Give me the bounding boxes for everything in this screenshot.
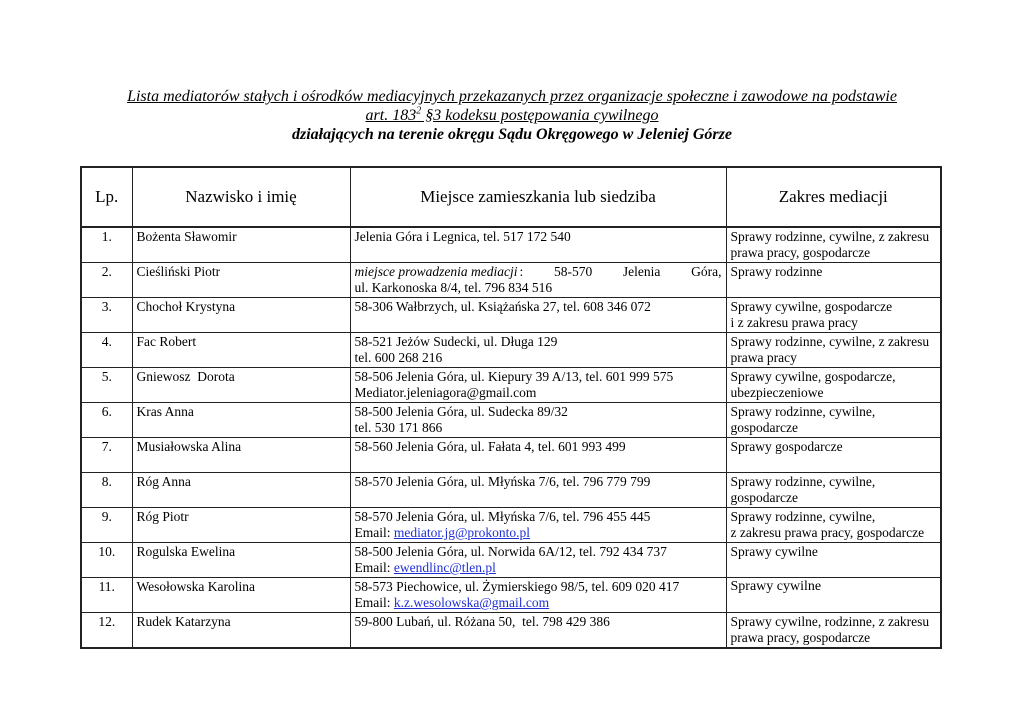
- row-scope: [726, 298, 941, 333]
- email-label: Email:: [354, 595, 394, 610]
- row-name: Rogulska Ewelina: [132, 543, 350, 578]
- email-label: Email:: [354, 560, 394, 575]
- scope-line: z zakresu prawa pracy, gospodarcze: [730, 525, 925, 540]
- row-lp: 11.: [81, 578, 132, 613]
- title-line-3: działających na terenie okręgu Sądu Okręgowego w Jeleniej Górze: [292, 126, 732, 143]
- row-scope: [726, 368, 941, 403]
- table-row: [81, 473, 941, 508]
- row-name: Musiałowska Alina: [132, 438, 350, 473]
- row-name: Rudek Katarzyna: [132, 613, 350, 649]
- scope-line: prawa pracy: [730, 350, 797, 365]
- row-address: [350, 298, 726, 333]
- table-row: [81, 508, 941, 543]
- scope-line: Sprawy rodzinne, cywilne,: [730, 509, 876, 524]
- address-line: tel. 530 171 866: [354, 420, 443, 435]
- scope-line: Sprawy rodzinne, cywilne, z zakresu: [730, 229, 930, 244]
- row-scope: [726, 438, 941, 473]
- row-address: [350, 508, 726, 543]
- row-scope: [726, 227, 941, 263]
- email-line: [355, 595, 722, 611]
- header-scope: Zakres mediacji: [726, 167, 941, 227]
- row-lp: 1.: [81, 227, 132, 263]
- table-row: [81, 403, 941, 438]
- scope-line: Sprawy cywilne: [730, 579, 822, 594]
- table-row: [81, 368, 941, 403]
- header-address: Miejsce zamieszkania lub siedziba: [350, 167, 726, 227]
- scope-line: Sprawy cywilne, rodzinne, z zakresu: [730, 614, 930, 629]
- address-line: Mediator.jeleniagora@gmail.com: [354, 385, 537, 400]
- table-row: [81, 438, 941, 473]
- address-line: 58-560 Jelenia Góra, ul. Fałata 4, tel. 601 993 499: [354, 439, 626, 454]
- table-row: [81, 227, 941, 263]
- scope-line: ubezpieczeniowe: [730, 385, 824, 400]
- address-line: 58-306 Wałbrzych, ul. Książańska 27, tel. 608 346 072: [354, 299, 651, 314]
- address-line-rest: : 58-570 Jelenia Góra,: [519, 264, 722, 279]
- address-line: 58-500 Jelenia Góra, ul. Sudecka 89/32: [354, 404, 568, 419]
- email-line: [355, 525, 722, 541]
- scope-line: Sprawy gospodarcze: [730, 439, 843, 454]
- scope-line: prawa pracy, gospodarcze: [730, 630, 871, 645]
- table-row: [81, 263, 941, 298]
- row-lp: 9.: [81, 508, 132, 543]
- row-name: Fac Robert: [132, 333, 350, 368]
- row-lp: 6.: [81, 403, 132, 438]
- scope-line: Sprawy rodzinne, cywilne, z zakresu: [730, 334, 930, 349]
- row-scope: [726, 613, 941, 649]
- address-label: miejsce prowadzenia mediacji: [354, 264, 518, 279]
- row-scope: [726, 403, 941, 438]
- address-line: Jelenia Góra i Legnica, tel. 517 172 540: [354, 229, 571, 244]
- title-superscript: 2: [416, 105, 422, 117]
- scope-line: i z zakresu prawa pracy: [730, 315, 858, 330]
- row-address: [350, 578, 726, 613]
- scope-line: Sprawy rodzinne: [730, 264, 823, 279]
- address-line: 58-570 Jelenia Góra, ul. Młyńska 7/6, tel. 796 455 445: [354, 509, 651, 524]
- table-row: [81, 613, 941, 649]
- row-lp: 7.: [81, 438, 132, 473]
- row-scope: [726, 333, 941, 368]
- row-name: Róg Anna: [132, 473, 350, 508]
- row-name: Wesołowska Karolina: [132, 578, 350, 613]
- scope-line: Sprawy rodzinne, cywilne,: [730, 404, 876, 419]
- row-name: Róg Piotr: [132, 508, 350, 543]
- row-scope: [726, 508, 941, 543]
- address-line: 58-573 Piechowice, ul. Żymierskiego 98/5, tel. 609 020 417: [354, 579, 680, 594]
- title-line-2: [80, 106, 944, 125]
- table-row: [81, 298, 941, 333]
- row-lp: 3.: [81, 298, 132, 333]
- scope-line: prawa pracy, gospodarcze: [730, 245, 871, 260]
- scope-line: gospodarcze: [730, 420, 798, 435]
- address-line: ul. Karkonoska 8/4, tel. 796 834 516: [354, 280, 553, 295]
- title-line-2-post: §3 kodeksu postępowania cywilnego: [421, 107, 659, 124]
- row-lp: 2.: [81, 263, 132, 298]
- row-scope: [726, 473, 941, 508]
- address-line: 58-500 Jelenia Góra, ul. Norwida 6A/12, tel. 792 434 737: [354, 544, 667, 559]
- row-lp: 10.: [81, 543, 132, 578]
- table-row: [81, 578, 941, 613]
- row-address: [350, 368, 726, 403]
- row-name: Cieśliński Piotr: [132, 263, 350, 298]
- table-header-row: [81, 167, 941, 227]
- address-line: 58-506 Jelenia Góra, ul. Kiepury 39 A/13, tel. 601 999 575: [354, 369, 674, 384]
- document-title: [80, 87, 944, 144]
- scope-line: Sprawy cywilne, gospodarcze: [730, 299, 893, 314]
- row-address: [350, 543, 726, 578]
- row-scope: [726, 578, 941, 613]
- email-label: Email:: [354, 525, 394, 540]
- mediators-table: [80, 166, 942, 649]
- email-line: [355, 560, 722, 576]
- email-link[interactable]: k.z.wesolowska@gmail.com: [393, 595, 550, 610]
- row-lp: 5.: [81, 368, 132, 403]
- row-address: [350, 263, 726, 298]
- row-address: [350, 473, 726, 508]
- row-address: [350, 613, 726, 649]
- row-lp: 8.: [81, 473, 132, 508]
- email-link[interactable]: ewendlinc@tlen.pl: [393, 560, 496, 575]
- address-line: 59-800 Lubań, ul. Różana 50, tel. 798 429 386: [354, 614, 610, 629]
- address-line: 58-521 Jeżów Sudecki, ul. Długa 129: [354, 334, 558, 349]
- row-lp: 4.: [81, 333, 132, 368]
- row-address: [350, 227, 726, 263]
- address-line: tel. 600 268 216: [354, 350, 443, 365]
- address-line: [355, 264, 722, 280]
- row-name: Gniewosz Dorota: [132, 368, 350, 403]
- row-scope: [726, 263, 941, 298]
- scope-line: Sprawy rodzinne, cywilne,: [730, 474, 876, 489]
- scope-line: Sprawy cywilne, gospodarcze,: [730, 369, 896, 384]
- row-scope: [726, 543, 941, 578]
- row-name: Kras Anna: [132, 403, 350, 438]
- row-address: [350, 438, 726, 473]
- address-line: 58-570 Jelenia Góra, ul. Młyńska 7/6, tel. 796 779 799: [354, 474, 651, 489]
- title-line-2-pre: art. 183: [365, 107, 417, 124]
- email-link[interactable]: mediator.jg@prokonto.pl: [393, 525, 531, 540]
- row-lp: 12.: [81, 613, 132, 649]
- scope-line: gospodarcze: [730, 490, 798, 505]
- row-address: [350, 333, 726, 368]
- header-lp: Lp.: [81, 167, 132, 227]
- table-row: [81, 333, 941, 368]
- title-line-1: Lista mediatorów stałych i ośrodków mediacyjnych przekazanych przez organizacje społeczne i zawodowe na podstawie: [127, 88, 897, 105]
- scope-line: Sprawy cywilne: [730, 544, 818, 559]
- row-name: Bożenta Sławomir: [132, 227, 350, 263]
- row-name: Chochoł Krystyna: [132, 298, 350, 333]
- row-address: [350, 403, 726, 438]
- table-row: [81, 543, 941, 578]
- header-name: Nazwisko i imię: [132, 167, 350, 227]
